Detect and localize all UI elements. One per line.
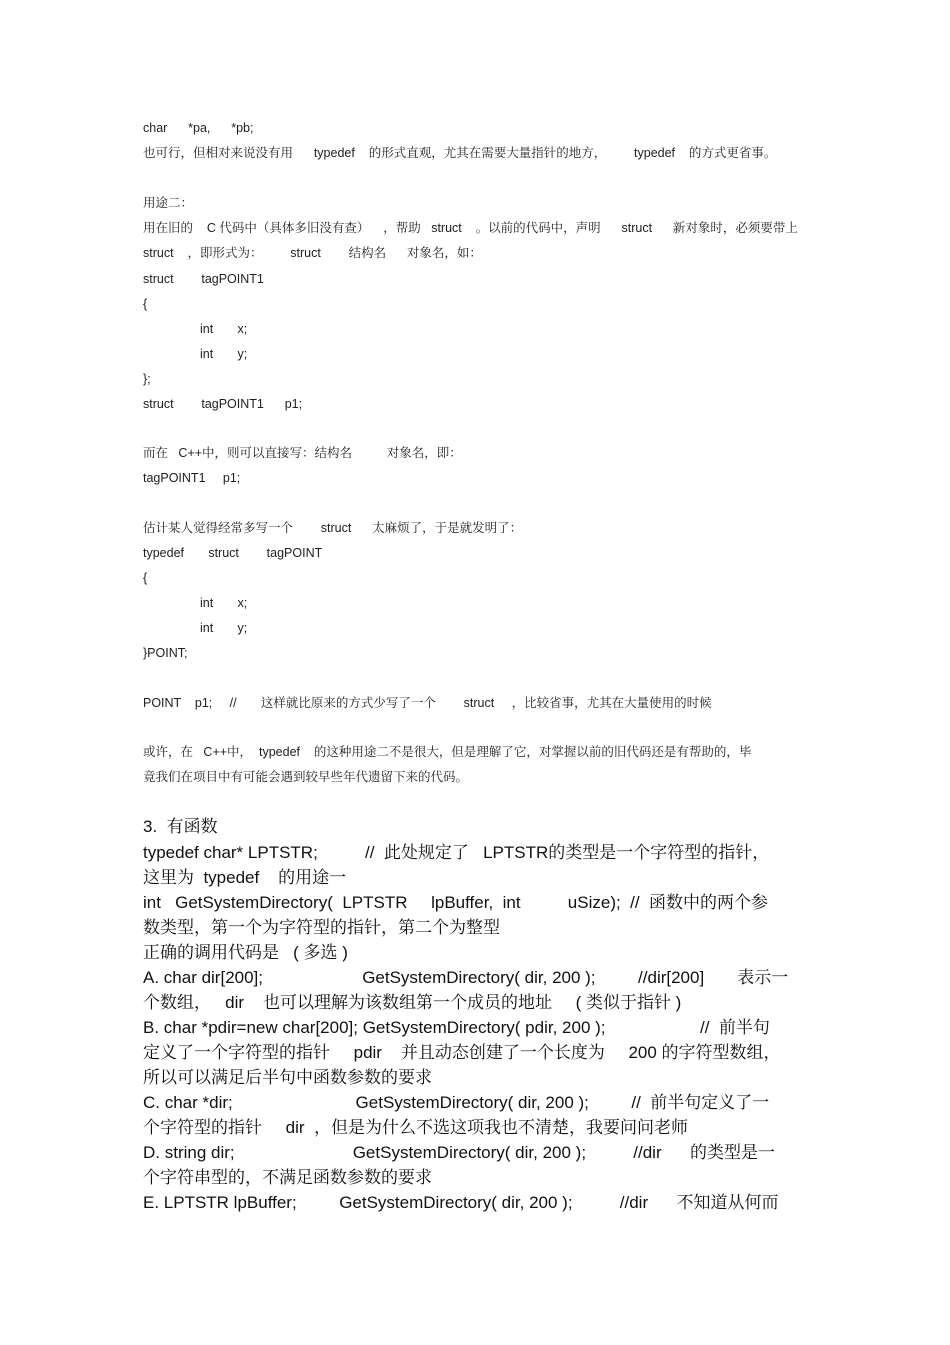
paragraph-struct-form: struct ，即形式为： struct 结构名 对象名，如： <box>143 246 482 260</box>
section-heading-function: 3. 有函数 <box>143 817 218 836</box>
option-d-explanation: 个字符串型的，不满足函数参数的要求 <box>143 1168 432 1187</box>
code-line-typedef-lptstr: typedef char* LPTSTR; // 此处规定了 LPTSTR的类型是一个字符型的指针， <box>143 843 770 862</box>
option-a-explanation: 个数组， dir 也可以理解为该数组第一个成员的地址 ( 类似于指针 ) <box>143 993 682 1012</box>
code-line-struct-var: struct tagPOINT1 p1; <box>143 397 303 411</box>
option-d: D. string dir; GetSystemDirectory( dir, 200 ); //dir 的类型是一 <box>143 1143 775 1162</box>
paragraph-use-one: 这里为 typedef 的用途一 <box>143 868 347 887</box>
paragraph-perhaps: 或许，在 C++中， typedef 的这种用途二不是很大，但是理解了它，对掌握以前的旧代码还是有帮助的，毕 <box>143 745 752 759</box>
paragraph-perhaps-cont: 竟我们在项目中有可能会遇到较早些年代遗留下来的代码。 <box>143 770 469 784</box>
paragraph-cpp-direct: 而在 C++中，则可以直接写：结构名 对象名，即： <box>143 446 462 460</box>
code-line-close-brace: }; <box>143 372 151 386</box>
code-line-function-signature: int GetSystemDirectory( LPTSTR lpBuffer, int uSize); // 函数中的两个参 <box>143 893 769 912</box>
paragraph-old-c-code: 用在旧的 C 代码中（具体多旧没有查） ，帮助 struct 。以前的代码中，声明 struct 新对象时，必须要带上 <box>143 221 798 235</box>
option-e: E. LPTSTR lpBuffer; GetSystemDirectory( dir, 200 ); //dir 不知道从何而 <box>143 1193 779 1212</box>
section-heading-use-two: 用途二： <box>143 196 194 210</box>
code-line-open-brace-2: { <box>143 571 148 585</box>
code-line-typedef-struct: typedef struct tagPOINT <box>143 546 323 560</box>
option-b-explanation-cont: 所以可以满足后半句中函数参数的要求 <box>143 1068 432 1087</box>
code-line-int-y-2: int y; <box>200 621 248 635</box>
paragraph-param-types: 数类型，第一个为字符型的指针，第二个为整型 <box>143 918 500 937</box>
option-b: B. char *pdir=new char[200]; GetSystemDirectory( pdir, 200 ); // 前半句 <box>143 1018 770 1037</box>
option-b-explanation: 定义了一个字符型的指针 pdir 并且动态创建了一个长度为 200 的字符型数组， <box>143 1043 781 1062</box>
code-line-int-x-2: int x; <box>200 596 248 610</box>
code-line-point-var: POINT p1; // 这样就比原来的方式少写了一个 struct ，比较省事，尤其在大量使用的时候 <box>143 696 712 710</box>
paragraph-typedef-note: 也可行，但相对来说没有用 typedef 的形式直观，尤其在需要大量指针的地方， typedef 的方式更省事。 <box>143 146 777 160</box>
code-line-char-pointers: char *pa, *pb; <box>143 121 254 135</box>
code-line-tagpoint-var: tagPOINT1 p1; <box>143 471 241 485</box>
option-c: C. char *dir; GetSystemDirectory( dir, 200 ); // 前半句定义了一 <box>143 1093 770 1112</box>
option-a: A. char dir[200]; GetSystemDirectory( dir, 200 ); //dir[200] 表示一 <box>143 968 789 987</box>
question-prompt: 正确的调用代码是 ( 多选 ) <box>143 943 348 962</box>
option-c-explanation: 个字符型的指针 dir ，但是为什么不选这项我也不清楚，我要问问老师 <box>143 1118 688 1137</box>
code-line-struct-decl: struct tagPOINT1 <box>143 272 264 286</box>
code-line-open-brace: { <box>143 297 148 311</box>
code-line-int-y: int y; <box>200 347 248 361</box>
code-line-int-x: int x; <box>200 322 248 336</box>
code-line-point-close: }POINT; <box>143 646 188 660</box>
paragraph-invention: 估计某人觉得经常多写一个 struct 太麻烦了，于是就发明了： <box>143 521 523 535</box>
